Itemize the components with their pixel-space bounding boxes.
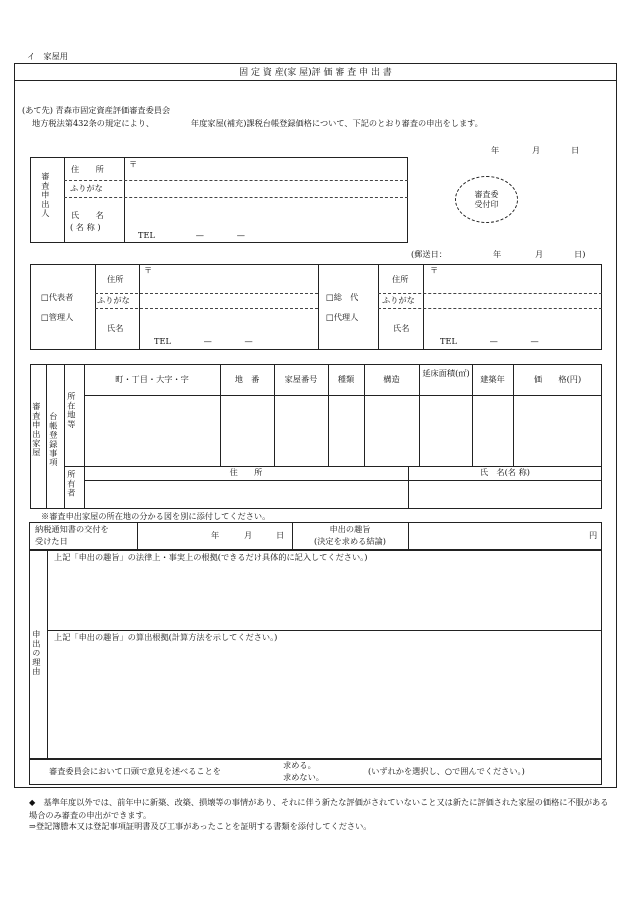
calc-basis-input[interactable] (52, 646, 598, 756)
date-year: 年 (491, 145, 500, 155)
input-lot-number[interactable] (222, 398, 272, 464)
representative-tel[interactable]: TEL — — (154, 336, 253, 346)
representative-furigana-input[interactable] (143, 296, 315, 306)
notice-month: 月 (244, 530, 253, 540)
input-structure[interactable] (366, 398, 417, 464)
applicant-postal-mark: 〒 (129, 159, 138, 169)
date-month: 月 (532, 145, 541, 155)
stamp-line1: 審査委 (474, 189, 499, 199)
col-type: 種類 (337, 374, 355, 384)
agent-postal-mark: 〒 (430, 265, 439, 275)
mail-date-day: 日) (574, 249, 586, 259)
statement: 地方税法第432条の規定により、 年度家屋(補充)課税台帳登録価格について、下記のとおり審査の申出をします。 (32, 118, 483, 128)
mail-date-year: 年 (493, 249, 502, 259)
option-group-representative[interactable]: □総 代 (326, 292, 359, 302)
applicant-name-input[interactable] (128, 201, 404, 225)
owner-address-input[interactable] (86, 482, 406, 507)
applicant-corp-name-label: ( 名 称 ) (70, 222, 101, 232)
representative-postal-mark: 〒 (144, 265, 153, 275)
notice-label-line2: 受けた日 (35, 536, 68, 546)
option-agent[interactable]: □代理人 (326, 312, 359, 322)
representative-name-input[interactable] (143, 312, 315, 332)
reasons-section-label: 申出の理由 (31, 630, 42, 676)
col-lot-number: 地 番 (234, 374, 260, 384)
form-title: 固 定 資 産(家 屋)評 価 審 査 申 出 書 (239, 68, 392, 78)
representative-address-input[interactable] (143, 276, 315, 290)
option-manager[interactable]: □管理人 (41, 312, 74, 322)
applicant-furigana-input[interactable] (128, 184, 404, 195)
oral-option-request[interactable]: 求める。 (283, 760, 316, 770)
agent-address-input[interactable] (428, 276, 598, 290)
agent-name-input[interactable] (428, 312, 598, 332)
input-price[interactable] (515, 398, 600, 464)
stamp-line2: 受付印 (474, 199, 499, 209)
oral-instruction: (いずれかを選択し、○で囲んでください。) (368, 766, 525, 776)
input-type[interactable] (330, 398, 362, 464)
oral-text: 審査委員会において口頭で意見を述べることを (49, 766, 221, 776)
legal-basis-input[interactable] (52, 566, 598, 628)
legal-basis-label: 上記「申出の趣旨」の法律上・事実上の根拠(できるだけ具体的に記入してください。) (54, 552, 368, 562)
applicant-tel[interactable]: TEL — — (138, 230, 245, 240)
applicant-address-input[interactable] (128, 168, 404, 179)
date-day: 日 (571, 145, 580, 155)
applicant-section-label: 審査申出人 (40, 172, 51, 218)
purpose-yen: 円 (589, 530, 598, 540)
col-floor-area: 延床面積(㎡) (422, 368, 470, 378)
addressee: (あて先) 青森市固定資産評価審査委員会 (22, 105, 171, 115)
representative-furigana-label: ふりがな (97, 295, 130, 305)
house-section-label: 審査申出家屋 (31, 402, 42, 458)
applicant-address-label: 住 所 (71, 164, 104, 174)
purpose-line1: 申出の趣旨 (329, 524, 371, 534)
col-town: 町・丁目・大字・字 (115, 374, 189, 384)
mail-date-label: (郵送日： (411, 249, 447, 259)
title-divider (14, 80, 617, 81)
col-price: 価 格(円) (533, 374, 582, 384)
agent-tel[interactable]: TEL — — (440, 336, 539, 346)
applicant-furigana-label: ふりがな (70, 183, 103, 193)
notice-year: 年 (211, 530, 220, 540)
owner-name-label: 氏 名(名 称) (480, 467, 530, 477)
input-build-year[interactable] (474, 398, 511, 464)
purpose-amount-input[interactable] (410, 524, 580, 548)
owner-label: 所有者 (66, 470, 77, 498)
agent-name-label: 氏名 (393, 323, 410, 333)
col-house-number: 家屋番号 (284, 374, 318, 384)
owner-name-input[interactable] (410, 482, 600, 507)
reception-stamp (455, 176, 518, 223)
oral-option-decline[interactable]: 求めない。 (283, 772, 324, 782)
footnote-basis-year: ◆ 基準年度以外では、前年中に新築、改築、損壊等の事情があり、それに伴う新たな評価がされていないこと又は新たに評価された家屋の価格に不服がある場合のみ審査の申出ができます。 (29, 797, 609, 820)
input-house-number[interactable] (276, 398, 326, 464)
option-representative[interactable]: □代表者 (41, 292, 74, 302)
purpose-line2: (決定を求める結論) (314, 536, 386, 546)
map-note: ※審査申出家屋の所在地の分かる図を別に添付してください。 (41, 511, 271, 521)
mail-date-month: 月 (535, 249, 544, 259)
footnote-attachments: ⇒登記簿謄本又は登記事項証明書及び工事があったことを証明する書類を添付してください。 (29, 821, 372, 831)
input-floor-area[interactable] (421, 398, 470, 464)
ledger-label: 台帳登録事項 (48, 412, 59, 468)
agent-furigana-input[interactable] (428, 296, 598, 306)
representative-name-label: 氏名 (107, 323, 124, 333)
agent-furigana-label: ふりがな (382, 295, 415, 305)
representative-address-label: 住所 (107, 274, 124, 284)
applicant-name-label: 氏 名 (71, 210, 104, 220)
page-label: イ 家屋用 (27, 51, 68, 61)
location-label: 所在地等 (66, 392, 77, 429)
owner-address-label: 住 所 (229, 467, 263, 477)
input-town[interactable] (86, 398, 218, 464)
agent-address-label: 住所 (392, 274, 409, 284)
col-structure: 構造 (383, 374, 400, 384)
calc-basis-label: 上記「申出の趣旨」の算出根拠(計算方法を示してください。) (54, 632, 278, 642)
notice-label-line1: 納税通知書の交付を (35, 524, 109, 534)
col-build-year: 建築年 (480, 374, 505, 384)
notice-day: 日 (276, 530, 285, 540)
